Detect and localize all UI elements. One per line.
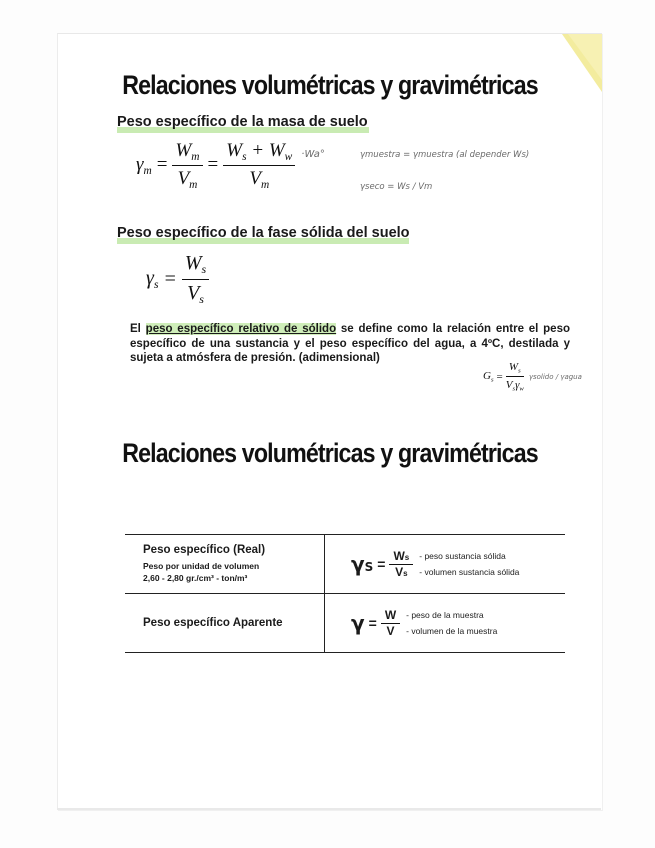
section-heading-soil-mass: Peso específico de la masa de suelo (117, 114, 368, 130)
definition-paragraph (130, 322, 570, 366)
specific-weight-table (125, 534, 565, 653)
formula-solid-specific-weight: $\gamma_s$ = $\frac{W_s}{V_s}$ (146, 252, 209, 307)
row-range: 2,60 - 2,80 gr./cm³ - ton/m³ (143, 573, 248, 583)
formula-relative-density: $G_s$ = $\frac{W_s}{V_s\gamma_w}$ γsolido / γagua (483, 361, 582, 393)
table-cell-label (125, 535, 325, 594)
legend-numerator: - peso sustancia sólida (419, 551, 506, 561)
table-cell-formula: γ = $\frac{W}{V}$ - peso de la muestra - volumen de la muestra (325, 594, 566, 653)
gamma-symbol: γS (351, 552, 374, 576)
document-page (57, 33, 602, 810)
page-title-bottom: Relaciones volumétricas y gravimétricas (122, 438, 538, 468)
legend-denominator: - volumen sustancia sólida (419, 567, 520, 577)
formula-legend (406, 607, 497, 639)
formula-specific-weight-mass: $\gamma_m$ = $\frac{W_m}{V_m}$ = $\frac{W_s + W_w}{V_m}$ ·Wa° (136, 140, 325, 191)
handwritten-annotation: ·Wa° (301, 148, 325, 160)
highlighted-term: peso específico relativo de sólido (145, 323, 337, 335)
fraction: $\frac{Ws}{Vs}$ (389, 549, 413, 579)
sticky-note-corner (562, 34, 602, 92)
handwritten-note-line2: γseco = Ws / Vm (360, 182, 433, 192)
page-title-top: Relaciones volumétricas y gravimétricas (122, 70, 538, 100)
table-cell-formula: γS = $\frac{Ws}{Vs}$ - peso sustancia sólida - volumen sustancia sólida (325, 535, 566, 594)
handwritten-ratio: γsolido / γagua (528, 372, 582, 381)
paragraph-prefix: El (130, 323, 141, 335)
row-subtitle: Peso por unidad de volumen (143, 561, 260, 571)
gamma-symbol: γ (351, 611, 365, 635)
table-row (125, 594, 565, 653)
table-row (125, 535, 565, 594)
fraction: $\frac{W}{V}$ (381, 608, 400, 638)
legend-numerator: - peso de la muestra (406, 610, 484, 620)
scan-edge (57, 808, 601, 810)
row-name: Peso específico Aparente (143, 617, 283, 629)
table-cell-label (125, 594, 325, 653)
row-name: Peso específico (Real) (143, 544, 266, 556)
paragraph-body: se define como la relación entre el peso específico de una sustancia y el peso específico del agua, a 4ºC, destilada y sujeta a atmósfera de presión. (adimensional) (130, 323, 570, 364)
handwritten-note-line1: γmuestra = γmuestra (al depender Ws) (360, 150, 530, 160)
formula-legend (419, 548, 519, 580)
section-heading-solid-phase: Peso específico de la fase sólida del suelo (117, 225, 410, 241)
legend-denominator: - volumen de la muestra (406, 626, 498, 636)
